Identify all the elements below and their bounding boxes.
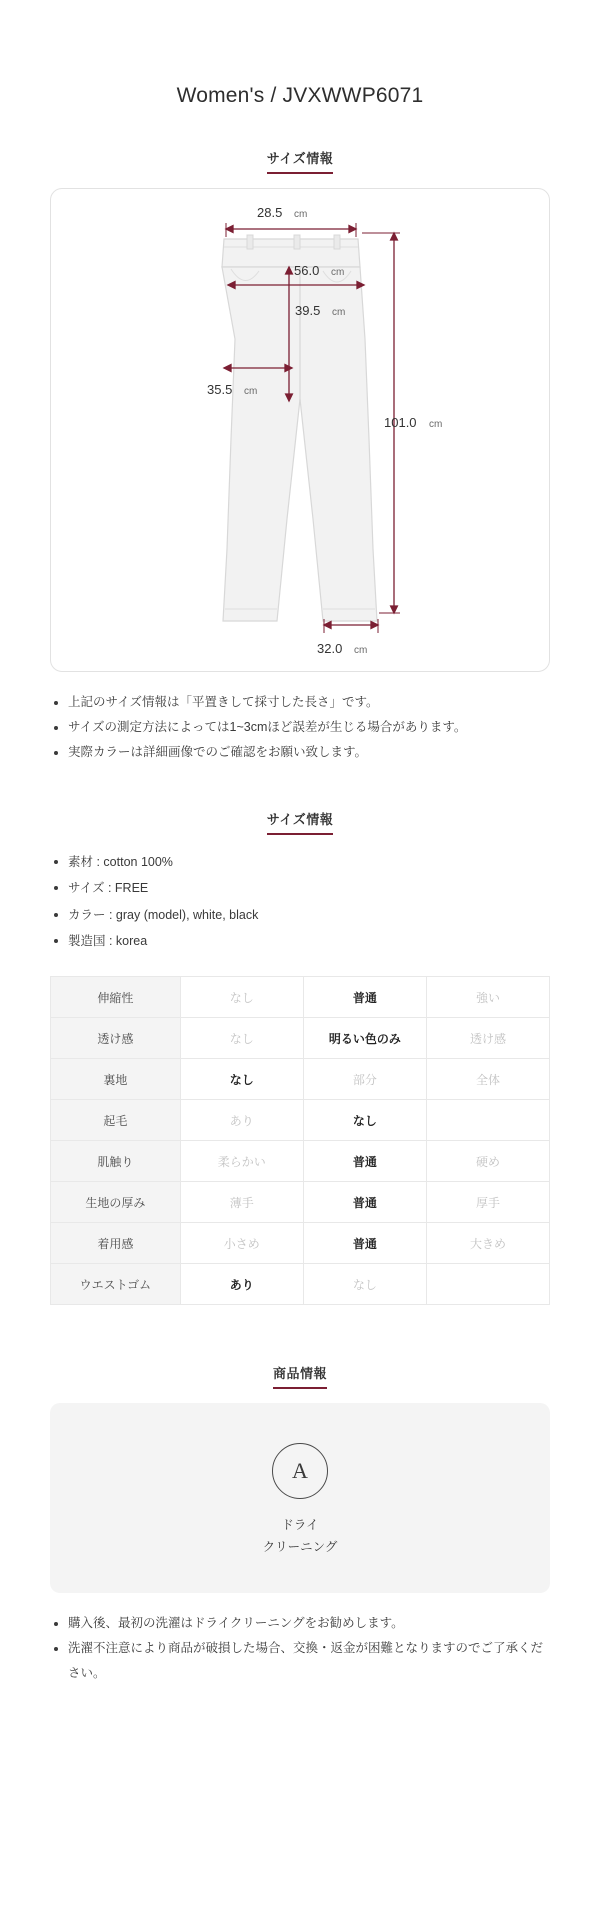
table-cell: なし bbox=[303, 1100, 426, 1141]
care-instruction-card bbox=[50, 1403, 550, 1593]
measure-length-unit: cm bbox=[429, 419, 443, 430]
care-label-line1: ドライ bbox=[281, 1518, 319, 1532]
size-diagram-card bbox=[50, 188, 550, 672]
table-cell: あり bbox=[180, 1264, 303, 1305]
table-row bbox=[51, 1182, 550, 1223]
size-notes-list bbox=[50, 690, 550, 765]
measure-length-value: 101.0 bbox=[384, 415, 417, 430]
table-cell bbox=[426, 1100, 549, 1141]
table-row bbox=[51, 1141, 550, 1182]
fabric-spec-table bbox=[50, 976, 550, 1305]
measure-waist-value: 28.5 bbox=[257, 205, 283, 220]
table-cell: なし bbox=[180, 977, 303, 1018]
list-item: 素材 : cotton 100% bbox=[50, 849, 550, 875]
table-cell: 普通 bbox=[303, 1141, 426, 1182]
table-row bbox=[51, 1223, 550, 1264]
table-cell: 全体 bbox=[426, 1059, 549, 1100]
measure-hem-value: 32.0 bbox=[317, 641, 343, 656]
table-row bbox=[51, 977, 550, 1018]
measure-rise-value: 39.5 bbox=[295, 303, 321, 318]
list-item: サイズの測定方法によっては1~3cmほど誤差が生じる場合があります。 bbox=[50, 715, 550, 740]
list-item: 製造国 : korea bbox=[50, 928, 550, 954]
row-header: 起毛 bbox=[51, 1100, 181, 1141]
measure-hip-unit: cm bbox=[331, 267, 345, 278]
table-cell: なし bbox=[180, 1018, 303, 1059]
table-cell: あり bbox=[180, 1100, 303, 1141]
bottom-spacer bbox=[50, 1686, 550, 1726]
measure-thigh-value: 35.5 bbox=[207, 382, 233, 397]
table-cell: 普通 bbox=[303, 977, 426, 1018]
table-row bbox=[51, 1264, 550, 1305]
row-header: ウエストゴム bbox=[51, 1264, 181, 1305]
table-cell: 小さめ bbox=[180, 1223, 303, 1264]
product-info-heading bbox=[50, 1363, 550, 1389]
table-cell: 明るい色のみ bbox=[303, 1018, 426, 1059]
measure-hem-unit: cm bbox=[354, 645, 368, 656]
list-item: 上記のサイズ情報は「平置きして採寸した長さ」です。 bbox=[50, 690, 550, 715]
table-cell: 硬め bbox=[426, 1141, 549, 1182]
detail-info-heading-label: サイズ情報 bbox=[267, 809, 333, 835]
measure-thigh-unit: cm bbox=[244, 386, 258, 397]
table-cell: 柔らかい bbox=[180, 1141, 303, 1182]
table-cell: 薄手 bbox=[180, 1182, 303, 1223]
detail-info-heading bbox=[50, 809, 550, 835]
table-row bbox=[51, 1100, 550, 1141]
size-info-heading bbox=[50, 148, 550, 174]
table-cell: なし bbox=[180, 1059, 303, 1100]
table-cell: 厚手 bbox=[426, 1182, 549, 1223]
measure-waist-unit: cm bbox=[294, 209, 308, 220]
table-cell bbox=[426, 1264, 549, 1305]
row-header: 裏地 bbox=[51, 1059, 181, 1100]
row-header: 着用感 bbox=[51, 1223, 181, 1264]
measure-hip-value: 56.0 bbox=[294, 263, 320, 278]
care-label-line2: クリーニング bbox=[262, 1539, 338, 1554]
care-notes-list bbox=[50, 1611, 550, 1686]
table-row bbox=[51, 1059, 550, 1100]
row-header: 肌触り bbox=[51, 1141, 181, 1182]
table-cell: 大きめ bbox=[426, 1223, 549, 1264]
page-title: Women's / JVXWWP6071 bbox=[176, 84, 424, 107]
care-symbol-letter: A bbox=[292, 1458, 308, 1483]
table-cell: 普通 bbox=[303, 1223, 426, 1264]
list-item: 洗濯不注意により商品が破損した場合、交換・返金が困難となりますのでご了承ください。 bbox=[50, 1636, 550, 1686]
list-item: カラー : gray (model), white, black bbox=[50, 902, 550, 928]
detail-notes-list bbox=[50, 849, 550, 954]
table-cell: 部分 bbox=[303, 1059, 426, 1100]
table-cell: 透け感 bbox=[426, 1018, 549, 1059]
care-label bbox=[50, 1515, 550, 1559]
row-header: 伸縮性 bbox=[51, 977, 181, 1018]
list-item: 実際カラーは詳細画像でのご確認をお願い致します。 bbox=[50, 740, 550, 765]
row-header: 透け感 bbox=[51, 1018, 181, 1059]
measure-rise-unit: cm bbox=[332, 307, 346, 318]
pants-flat-lay-diagram bbox=[51, 189, 549, 671]
table-cell: なし bbox=[303, 1264, 426, 1305]
product-info-heading-label: 商品情報 bbox=[273, 1363, 327, 1389]
dry-clean-circle-a-icon bbox=[272, 1443, 328, 1499]
table-cell: 普通 bbox=[303, 1182, 426, 1223]
table-cell: 強い bbox=[426, 977, 549, 1018]
list-item: 購入後、最初の洗濯はドライクリーニングをお勧めします。 bbox=[50, 1611, 550, 1636]
table-row bbox=[51, 1018, 550, 1059]
row-header: 生地の厚み bbox=[51, 1182, 181, 1223]
list-item: サイズ : FREE bbox=[50, 875, 550, 901]
size-info-heading-label: サイズ情報 bbox=[267, 148, 333, 174]
